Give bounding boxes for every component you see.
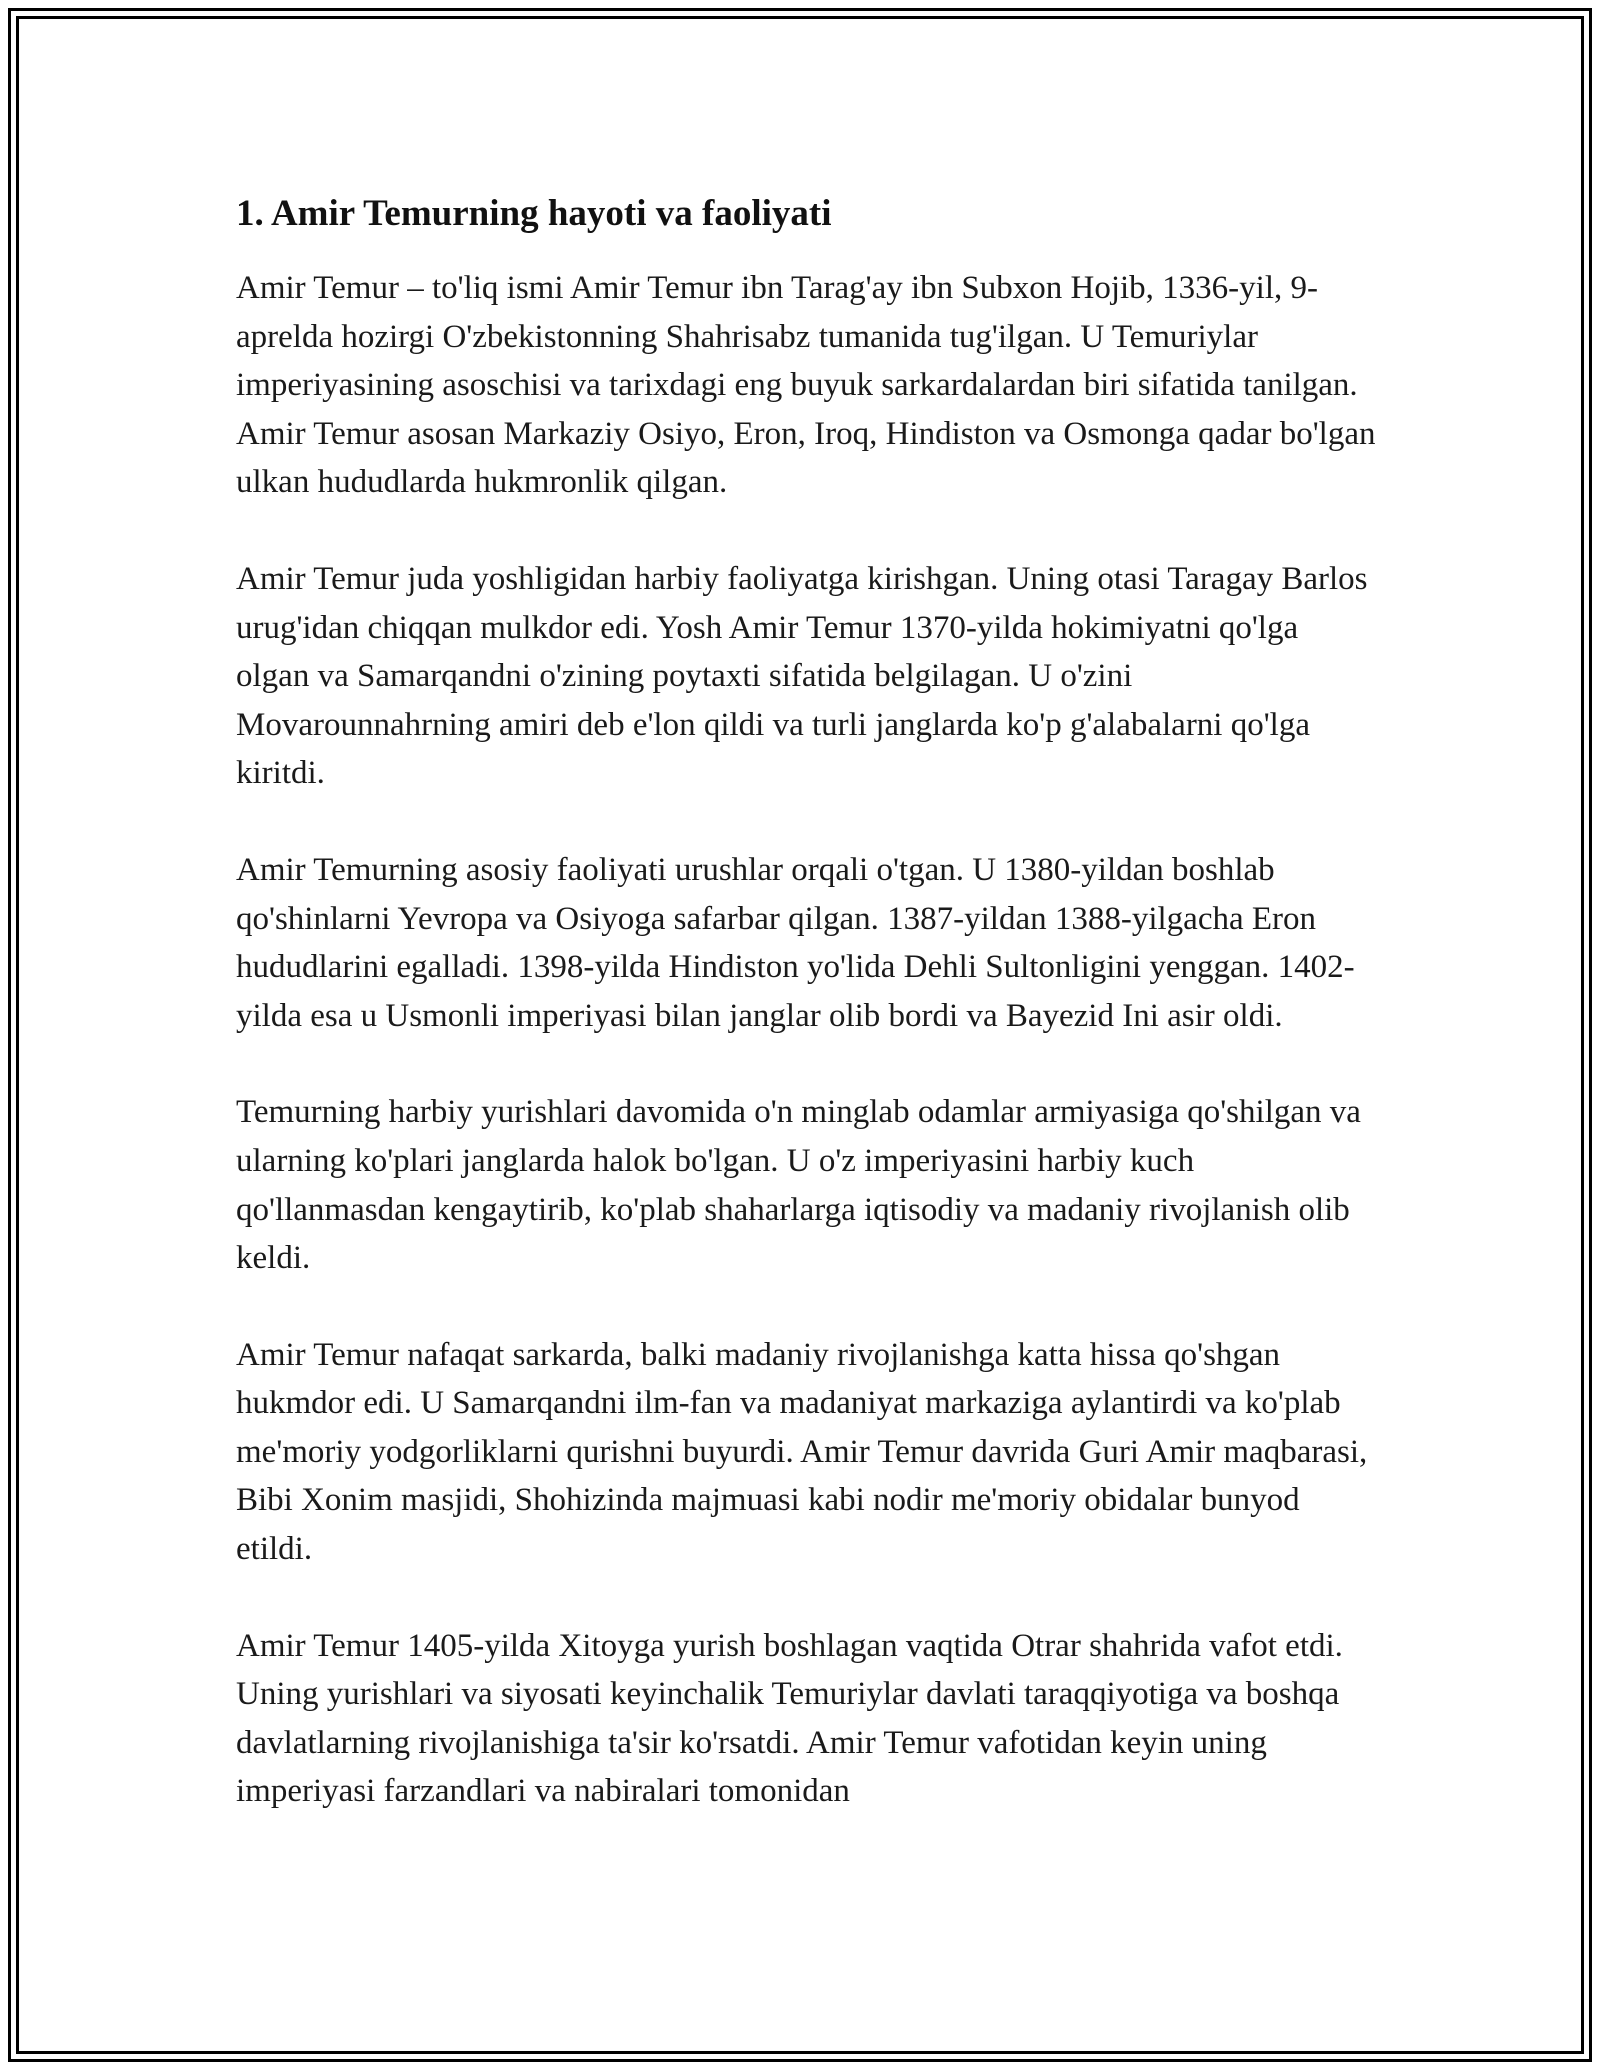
paragraph-army: Temurning harbiy yurishlari davomida o'n minglab odamlar armiyasiga qo'shilgan va ularning ko'plari janglarda halok bo'lgan. U o'z imperiyasini harbiy kuch qo'llanmasdan kengaytirib, ko'plab shaharlarga iqtisodiy va madaniy rivojlanish olib keldi.: [236, 1094, 1361, 1277]
paragraph-birth: Amir Temur – to'liq ismi Amir Temur ibn Tarag'ay ibn Subxon Hojib, 1336-yil, 9-aprelda hozirgi O'zbekistonning Shahrisabz tumanida tug'ilgan. U Temuriylar imperiyasining asoschisi va tarixdagi eng buyuk sarkardalardan biri sifatida tanilgan. Amir Temur asosan Markaziy Osiyo, Eron, Iroq, Hindiston va Osmonga qadar bo'lgan ulkan hududlarda hukmronlik qilgan.: [236, 270, 1376, 501]
section-heading: 1. Amir Temurning hayoti va faoliyati: [236, 193, 832, 234]
document-body: [236, 186, 1376, 1816]
paragraph-death: Amir Temur 1405-yilda Xitoyga yurish boshlagan vaqtida Otrar shahrida vafot etdi. Uning yurishlari va siyosati keyinchalik Temuriylar davlati taraqqiyotiga va boshqa davlatlarning rivojlanishiga ta'sir ko'rsatdi. Amir Temur vafotidan keyin uning imperiyasi farzandlari va nabiralari tomonidan: [236, 1627, 1343, 1810]
paragraph-culture: Amir Temur nafaqat sarkarda, balki madaniy rivojlanishga katta hissa qo'shgan hukmdor edi. U Samarqandni ilm-fan va madaniyat markaziga aylantirdi va ko'plab me'moriy yodgorliklarni qurishni buyurdi. Amir Temur davrida Guri Amir maqbarasi, Bibi Xonim masjidi, Shohizinda majmuasi kabi nodir me'moriy obidalar bunyod etildi.: [236, 1336, 1368, 1568]
paragraph-early-career: Amir Temur juda yoshligidan harbiy faoliyatga kirishgan. Uning otasi Taragay Barlos urug'idan chiqqan mulkdor edi. Yosh Amir Temur 1370-yilda hokimiyatni qo'lga olgan va Samarqandni o'zining poytaxti sifatida belgilagan. U o'zini Movarounnahrning amiri deb e'lon qildi va turli janglarda ko'p g'alabalarni qo'lga kiritdi.: [236, 560, 1368, 792]
paragraph-campaigns: Amir Temurning asosiy faoliyati urushlar orqali o'tgan. U 1380-yildan boshlab qo'shinlarni Yevropa va Osiyoga safarbar qilgan. 1387-yildan 1388-yilgacha Eron hududlarini egalladi. 1398-yilda Hindiston yo'lida Dehli Sultonligini yenggan. 1402-yilda esa u Usmonli imperiyasi bilan janglar olib bordi va Bayezid Ini asir oldi.: [236, 851, 1355, 1034]
